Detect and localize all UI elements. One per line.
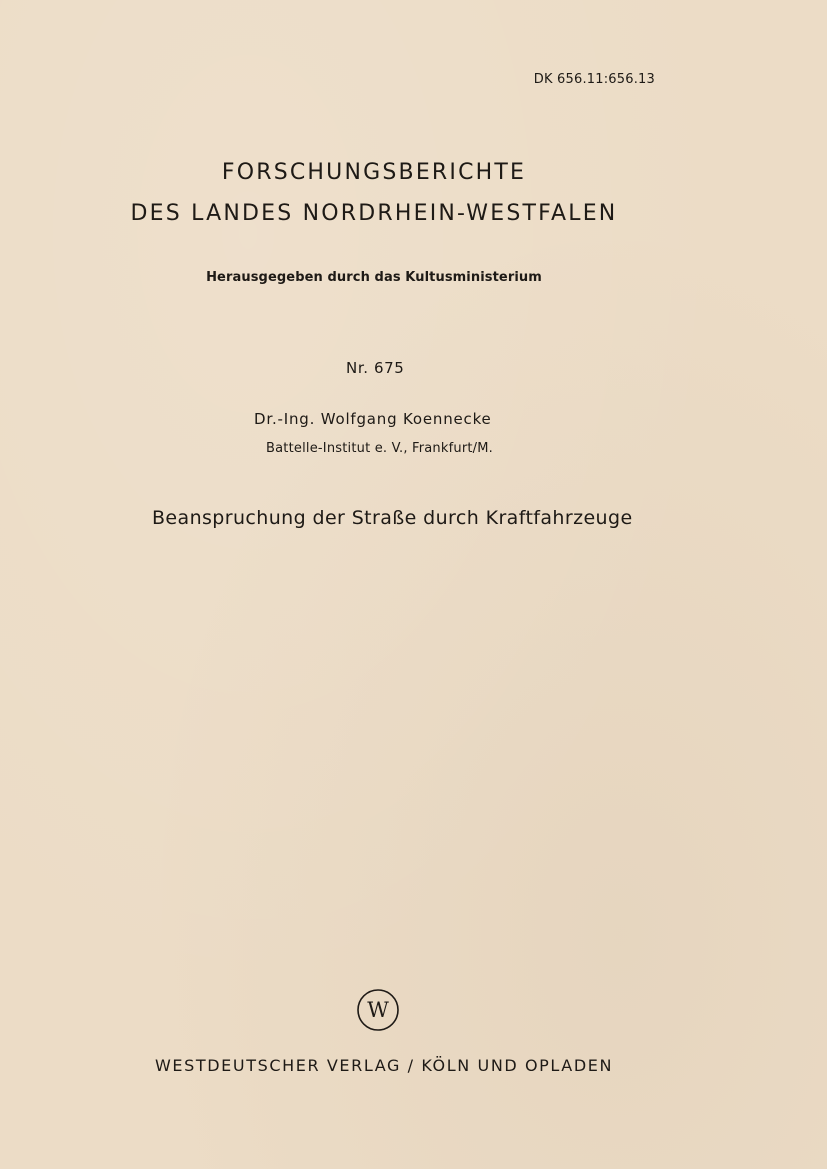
- author-institute: Battelle-Institut e. V., Frankfurt/M.: [266, 441, 493, 456]
- publisher-name: WESTDEUTSCHER VERLAG / KÖLN UND OPLADEN: [155, 1056, 614, 1075]
- editor-note: Herausgegeben durch das Kultusministerium: [206, 270, 542, 285]
- publisher-logo-icon: [356, 988, 400, 1032]
- series-title-line-2: DES LANDES NORDRHEIN-WESTFALEN: [130, 201, 618, 226]
- report-number: Nr. 675: [346, 359, 405, 377]
- series-title-line-1: FORSCHUNGSBERICHTE: [221, 160, 527, 185]
- publisher-logo-letter: W: [367, 998, 389, 1022]
- classification-code: DK 656.11:656.13: [533, 72, 655, 87]
- report-title: Beanspruchung der Straße durch Kraftfahrzeuge: [152, 507, 633, 529]
- author-name: Dr.-Ing. Wolfgang Koennecke: [254, 410, 492, 428]
